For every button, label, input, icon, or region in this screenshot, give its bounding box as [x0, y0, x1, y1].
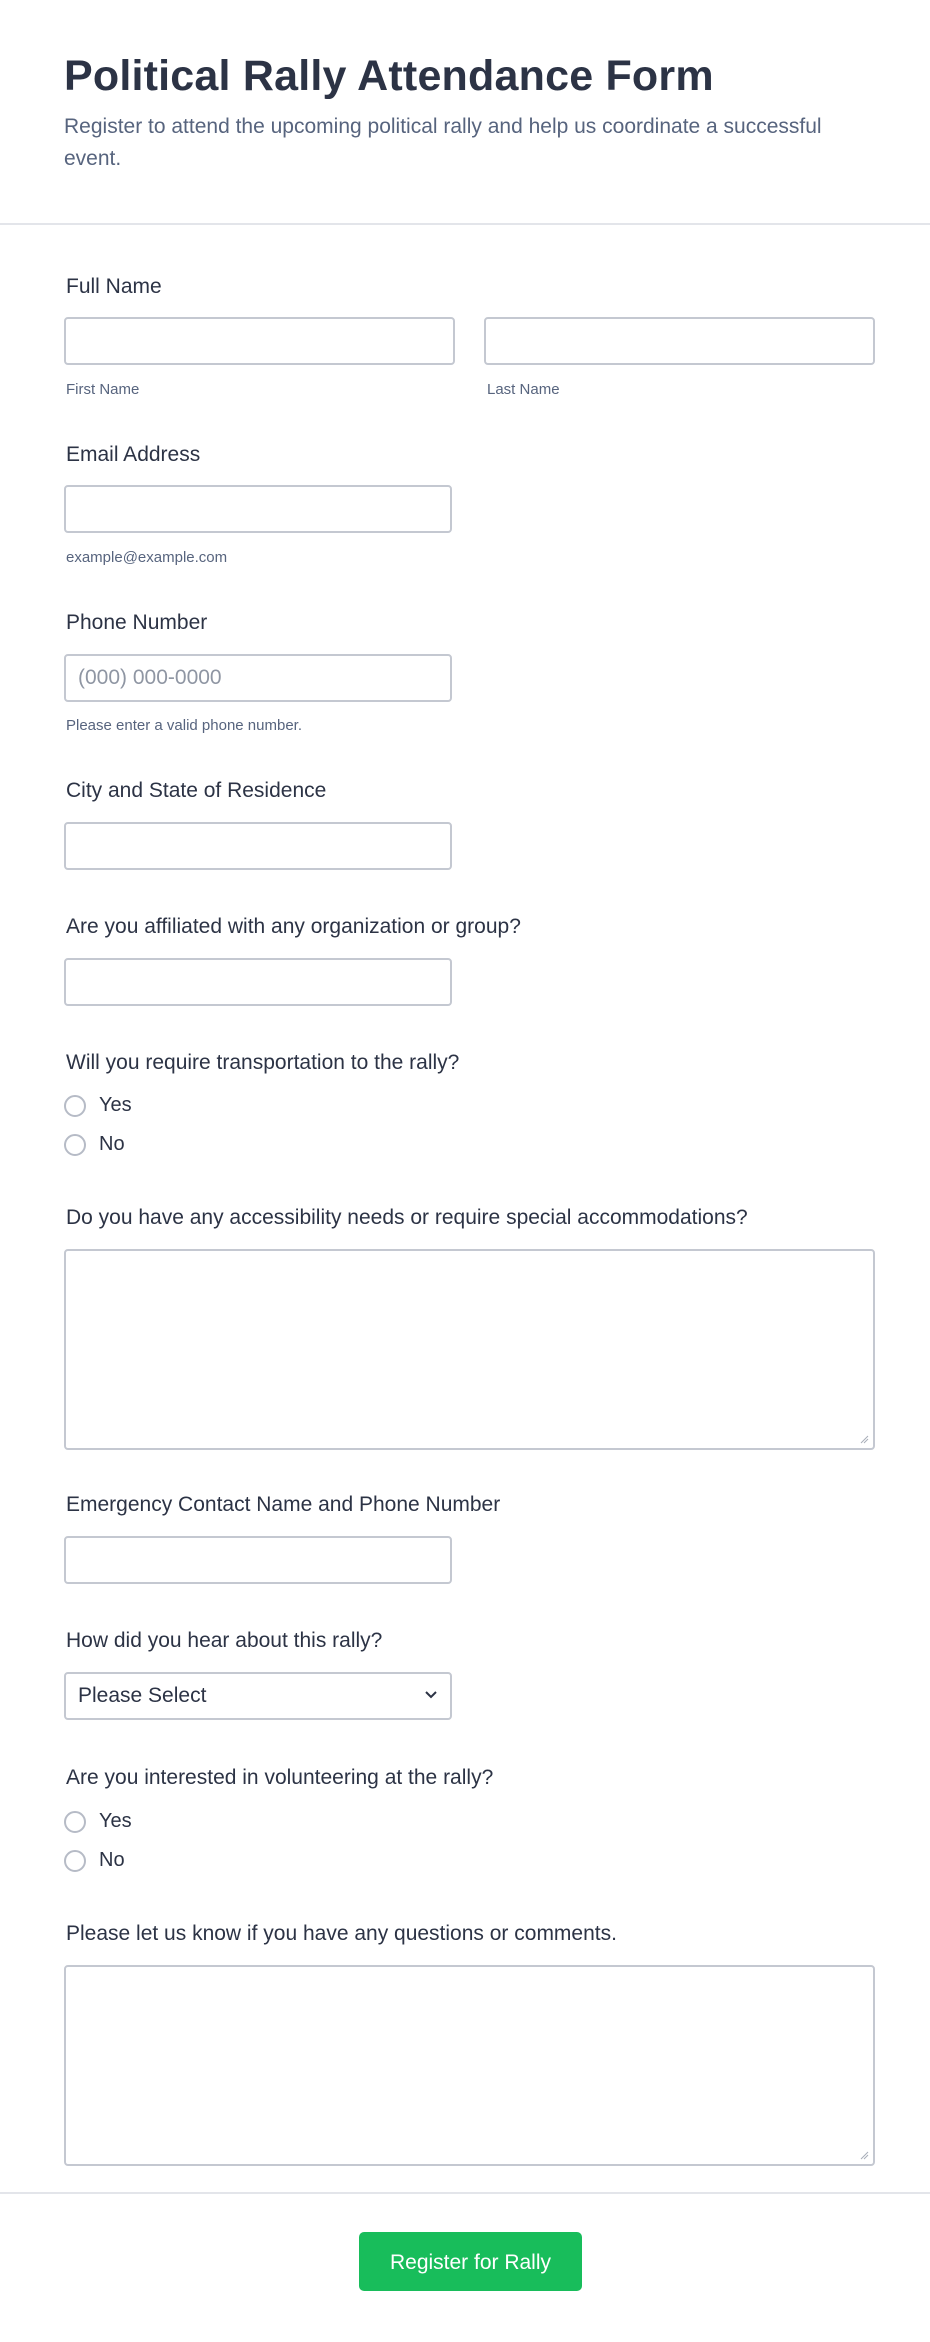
last-name-sublabel: Last Name — [487, 381, 560, 398]
radio-label: Yes — [99, 1810, 132, 1832]
form-body — [0, 225, 930, 2189]
email-input[interactable] — [64, 485, 452, 533]
resize-grip-icon[interactable] — [860, 2151, 869, 2160]
resize-grip-icon[interactable] — [860, 1435, 869, 1444]
full-name-label: Full Name — [66, 275, 162, 298]
first-name-input[interactable] — [64, 317, 455, 365]
comments-textarea[interactable] — [64, 1965, 875, 2166]
volunteer-option-yes[interactable] — [64, 1810, 132, 1833]
volunteer-option-no[interactable] — [64, 1849, 125, 1872]
phone-label: Phone Number — [66, 611, 208, 634]
comments-label: Please let us know if you have any questions or comments. — [66, 1922, 617, 1945]
hear-about-label: How did you hear about this rally? — [66, 1629, 383, 1652]
volunteer-label: Are you interested in volunteering at the rally? — [66, 1766, 494, 1789]
form-header — [0, 0, 930, 225]
radio-label: No — [99, 1133, 125, 1155]
hear-about-select[interactable] — [64, 1672, 452, 1720]
transportation-option-no[interactable] — [64, 1133, 125, 1156]
radio-button[interactable] — [64, 1134, 86, 1156]
page-subtitle: Register to attend the upcoming political rally and help us coordinate a successful event. — [64, 115, 822, 170]
radio-button[interactable] — [64, 1811, 86, 1833]
register-button[interactable]: Register for Rally — [359, 2232, 582, 2291]
phone-input[interactable]: (000) 000-0000 — [64, 654, 452, 702]
transportation-label: Will you require transportation to the rally? — [66, 1051, 460, 1074]
chevron-down-icon — [424, 1690, 438, 1700]
first-name-sublabel: First Name — [66, 381, 140, 398]
emergency-contact-input[interactable] — [64, 1536, 452, 1584]
radio-label: No — [99, 1849, 125, 1871]
email-label: Email Address — [66, 443, 201, 466]
emergency-contact-label: Emergency Contact Name and Phone Number — [66, 1493, 501, 1516]
transportation-option-yes[interactable] — [64, 1094, 132, 1117]
affiliation-label: Are you affiliated with any organization or group? — [66, 915, 521, 938]
phone-sublabel: Please enter a valid phone number. — [66, 717, 302, 734]
affiliation-input[interactable] — [64, 958, 452, 1006]
city-state-label: City and State of Residence — [66, 779, 327, 802]
accessibility-label: Do you have any accessibility needs or require special accommodations? — [66, 1206, 748, 1229]
page-title: Political Rally Attendance Form — [64, 52, 714, 100]
radio-button[interactable] — [64, 1095, 86, 1117]
radio-button[interactable] — [64, 1850, 86, 1872]
last-name-input[interactable] — [484, 317, 875, 365]
city-state-input[interactable] — [64, 822, 452, 870]
accessibility-textarea[interactable] — [64, 1249, 875, 1450]
select-value: Please Select — [78, 1684, 207, 1707]
form-footer — [0, 2192, 930, 2342]
radio-label: Yes — [99, 1094, 132, 1116]
email-sublabel: example@example.com — [66, 549, 228, 566]
